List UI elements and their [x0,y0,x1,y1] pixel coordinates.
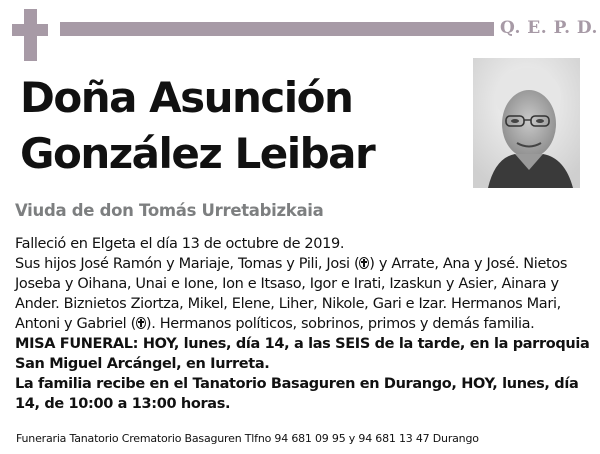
header-bar [60,22,494,36]
name-line-1: Doña Asunción [20,73,353,122]
qepd-label: Q. E. P. D. [500,18,598,38]
name-line-2: González Leibar [20,129,375,178]
death-notice: Falleció en Elgeta el día 13 de octubre de 2019. [15,236,345,252]
funeral-home-footer: Funeraria Tanatorio Crematorio Basaguren Tlfno 94 681 09 95 y 94 681 13 47 Durango [16,432,479,445]
family-list: Sus hijos José Ramón y Mariaje, Tomas y Pili, Josi ( ) y Arrate, Ana y José. Nietos Joseba y Oihana, Unai e Ione, Ion e Itsaso, Igor e Irati, Izaskun y Asier, Ainara y Ander. Biznietos Ziortza, Mikel, Elene, Liher, Nikole, Gari e Izar. Hermanos Mari, Antoni y Gabriel ( ). Hermanos políticos, sobrinos, primos y demás familia. [15,256,568,332]
widow-of: Viuda de don Tomás Urretabizkaia [15,201,324,220]
funeral-mass: MISA FUNERAL: HOY, lunes, día 14, a las SEIS de la tarde, en la parroquia San Miguel Arcángel, en Iurreta. [15,336,590,372]
portrait-photo [473,58,580,188]
obituary-body [15,234,595,414]
cross-icon [12,9,48,61]
deceased-name [20,70,374,182]
deceased-cross-icon [136,317,146,329]
tanatorio-info: La familia recibe en el Tanatorio Basaguren en Durango, HOY, lunes, día 14, de 10:00 a 13:00 horas. [15,376,579,412]
deceased-cross-icon [359,257,369,269]
